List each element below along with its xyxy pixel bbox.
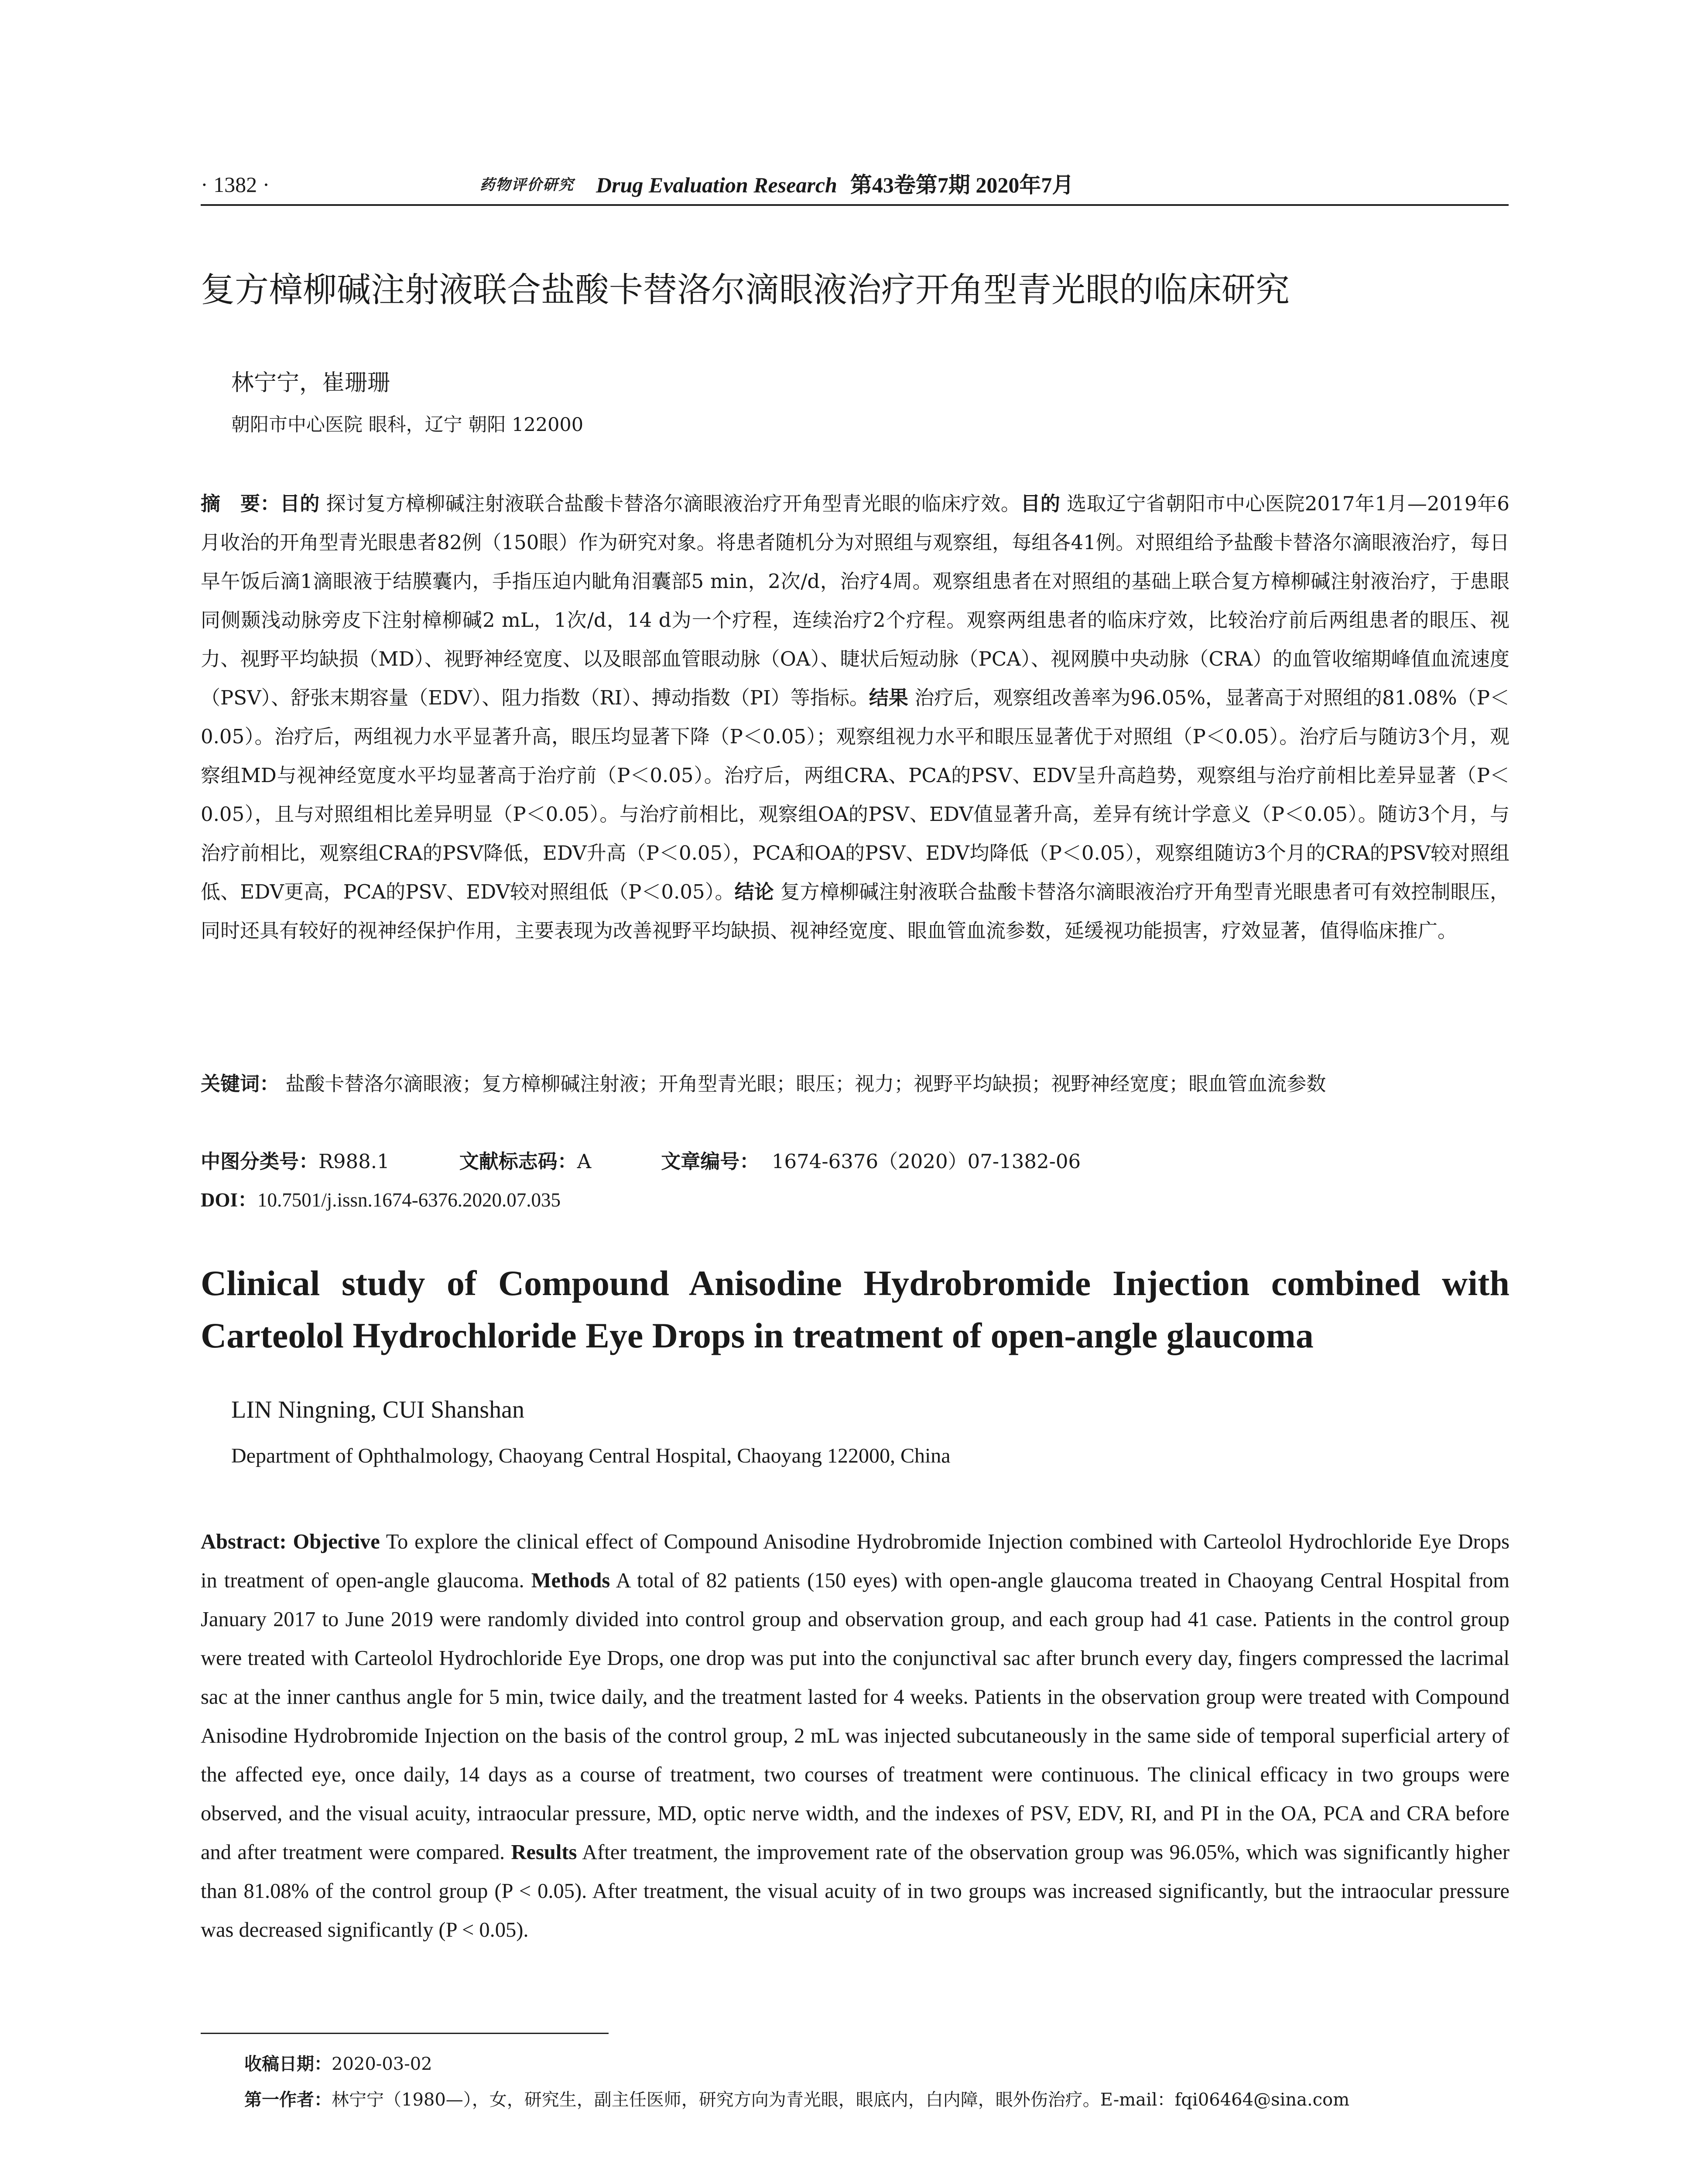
chinese-objective-text: 探讨复方樟柳碱注射液联合盐酸卡替洛尔滴眼液治疗开角型青光眼的临床疗效。 — [319, 492, 1021, 515]
article-number-value: 1674-6376（2020）07-1382-06 — [771, 1150, 1081, 1173]
doc-code-value: A — [577, 1150, 592, 1173]
article-number-label: 文章编号： — [661, 1150, 760, 1173]
chinese-abstract-label: 摘 要： — [201, 492, 280, 515]
received-value: 2020-03-02 — [332, 2054, 432, 2074]
chinese-authors: 林宁宁，崔珊珊 — [231, 370, 390, 396]
chinese-keywords — [201, 1064, 1509, 1103]
running-header — [201, 168, 1509, 207]
english-objective-text: To explore the clinical effect of Compound Anisodine Hydrobromide Injection combined with Carteolol Hydrochloride Eye Drops in treatment of open-angle glaucoma. — [201, 1530, 1509, 1592]
english-abstract-label: Abstract: — [201, 1530, 287, 1553]
received-label: 收稿日期： — [244, 2054, 332, 2074]
class-label: 中图分类号： — [201, 1150, 319, 1173]
footnote-rule — [201, 2033, 609, 2034]
footnote-received-date — [244, 2050, 432, 2075]
footnote-first-author — [244, 2086, 1349, 2111]
first-author-label: 第一作者： — [244, 2090, 332, 2110]
chinese-methods-text: 选取辽宁省朝阳市中心医院2017年1月—2019年6月收治的开角型青光眼患者82例（150眼）作为研究对象。将患者随机分为对照组与观察组，每组各41例。对照组给予盐酸卡替洛尔滴眼液治疗，每日早午饭后滴1滴眼液于结膜囊内，手指压迫内眦角泪囊部5 min，2次/d，治疗4周。观察组患者在对照组的基础上联合复方樟柳碱注射液治疗，于患眼同侧颞浅动脉旁皮下注射樟柳碱2 mL，1次/d，14 d为一个疗程，连续治疗2个疗程。观察两组患者的临床疗效，比较治疗前后两组患者的眼压、视力、视野平均缺损（MD）、视野神经宽度、以及眼部血管眼动脉（OA）、睫状后短动脉（PCA）、视网膜中央动脉（CRA）的血管收缩期峰值血流速度（PSV）、舒张末期容量（EDV）、阻力指数（RI）、搏动指数（PI）等指标。 — [201, 492, 1509, 709]
first-author-value: 林宁宁（1980—），女，研究生，副主任医师，研究方向为青光眼，眼底内，白内障，眼外伤治疗。E-mail：fqi06464@sina.com — [332, 2090, 1350, 2110]
chinese-abstract — [201, 484, 1509, 950]
doi-value: 10.7501/j.issn.1674-6376.2020.07.035 — [257, 1189, 561, 1211]
keywords-text: 盐酸卡替洛尔滴眼液；复方樟柳碱注射液；开角型青光眼；眼压；视力；视野平均缺损；视野神经宽度；眼血管血流参数 — [279, 1072, 1326, 1095]
page-number: · 1382 · — [201, 172, 270, 197]
journal-name: Drug Evaluation Research — [596, 173, 837, 197]
chinese-conclusion-label: 结论 — [734, 880, 774, 903]
header-rule — [201, 204, 1509, 206]
chinese-affiliation: 朝阳市中心医院 眼科，辽宁 朝阳 122000 — [231, 414, 584, 436]
issue-info: 第43卷第7期 2020年7月 — [850, 173, 1074, 197]
doi-line — [201, 1181, 1509, 1220]
journal-logo: 药物评价研究 — [480, 177, 574, 193]
english-results-label: Results — [511, 1841, 577, 1864]
english-methods-label: Methods — [531, 1569, 610, 1592]
keywords-label: 关键词： — [201, 1072, 280, 1095]
chinese-results-text: 治疗后，观察组改善率为96.05%，显著高于对照组的81.08%（P＜0.05）。治疗后，两组视力水平显著升高，眼压均显著下降（P＜0.05）；观察组视力水平和眼压显著优于对照组（P＜0.05）。治疗后与随访3个月，观察组MD与视神经宽度水平均显著高于治疗前（P＜0.05）。治疗后，两组CRA、PCA的PSV、EDV呈升高趋势，观察组与治疗前相比差异显著（P＜0.05），且与对照组相比差异明显（P＜0.05）。与治疗前相比，观察组OA的PSV、EDV值显著升高，差异有统计学意义（P＜0.05）。随访3个月，与治疗前相比，观察组CRA的PSV降低，EDV升高（P＜0.05），PCA和OA的PSV、EDV均降低（P＜0.05），观察组随访3个月的CRA的PSV较对照组低、EDV更高，PCA的PSV、EDV较对照组低（P＜0.05）。 — [201, 686, 1509, 903]
english-results-text: After treatment, the improvement rate of the observation group was 96.05%, which was significantly higher than 81.08% of the control group (P < 0.05). After treatment, the visual acuity of in two groups was increased significantly, but the intraocular pressure was decreased significantly (P < 0.05). — [201, 1841, 1509, 1942]
header-journal-info — [480, 168, 1483, 199]
english-affiliation: Department of Ophthalmology, Chaoyang Central Hospital, Chaoyang 122000, China — [231, 1444, 951, 1467]
chinese-methods-label: 目的 — [1020, 492, 1061, 515]
doc-code-label: 文献标志码： — [459, 1150, 577, 1173]
chinese-objective-label: 目的 — [280, 492, 320, 515]
class-value: R988.1 — [318, 1150, 390, 1173]
english-authors: LIN Ningning, CUI Shanshan — [231, 1396, 524, 1423]
chinese-results-label: 结果 — [869, 686, 908, 709]
doi-label: DOI： — [201, 1189, 258, 1211]
chinese-conclusion-text: 复方樟柳碱注射液联合盐酸卡替洛尔滴眼液治疗开角型青光眼患者可有效控制眼压，同时还具有较好的视神经保护作用，主要表现为改善视野平均缺损、视神经宽度、眼血管血流参数，延缓视功能损害，疗效显著，值得临床推广。 — [201, 880, 1509, 942]
english-methods-text: A total of 82 patients (150 eyes) with open-angle glaucoma treated in Chaoyang Central Hospital from January 2017 to June 2019 were randomly divided into control group and observation group, and each group had 41 case. Patients in the control group were treated with Carteolol Hydrochloride Eye Drops, one drop was put into the conjunctival sac after brunch every day, fingers compressed the lacrimal sac at the inner canthus angle for 5 min, twice daily, and the treatment lasted for 4 weeks. Patients in the observation group were treated with Compound Anisodine Hydrobromide Injection on the basis of the control group, 2 mL was injected subcutaneously in the same side of temporal superficial artery of the affected eye, once daily, 14 days as a course of treatment, two courses of treatment were continuous. The clinical efficacy in two groups were observed, and the visual acuity, intraocular pressure, MD, optic nerve width, and the indexes of PSV, EDV, RI, and PI in the OA, PCA and CRA before and after treatment were compared. — [201, 1569, 1509, 1864]
chinese-title: 复方樟柳碱注射液联合盐酸卡替洛尔滴眼液治疗开角型青光眼的临床研究 — [201, 270, 1290, 310]
classification-line — [201, 1142, 1509, 1181]
english-objective-label: Objective — [293, 1530, 380, 1553]
english-title: Clinical study of Compound Anisodine Hydrobromide Injection combined with Carteolol Hydrochloride Eye Drops in treatment of open-angle glaucoma — [201, 1263, 1509, 1355]
english-abstract — [201, 1522, 1509, 1949]
